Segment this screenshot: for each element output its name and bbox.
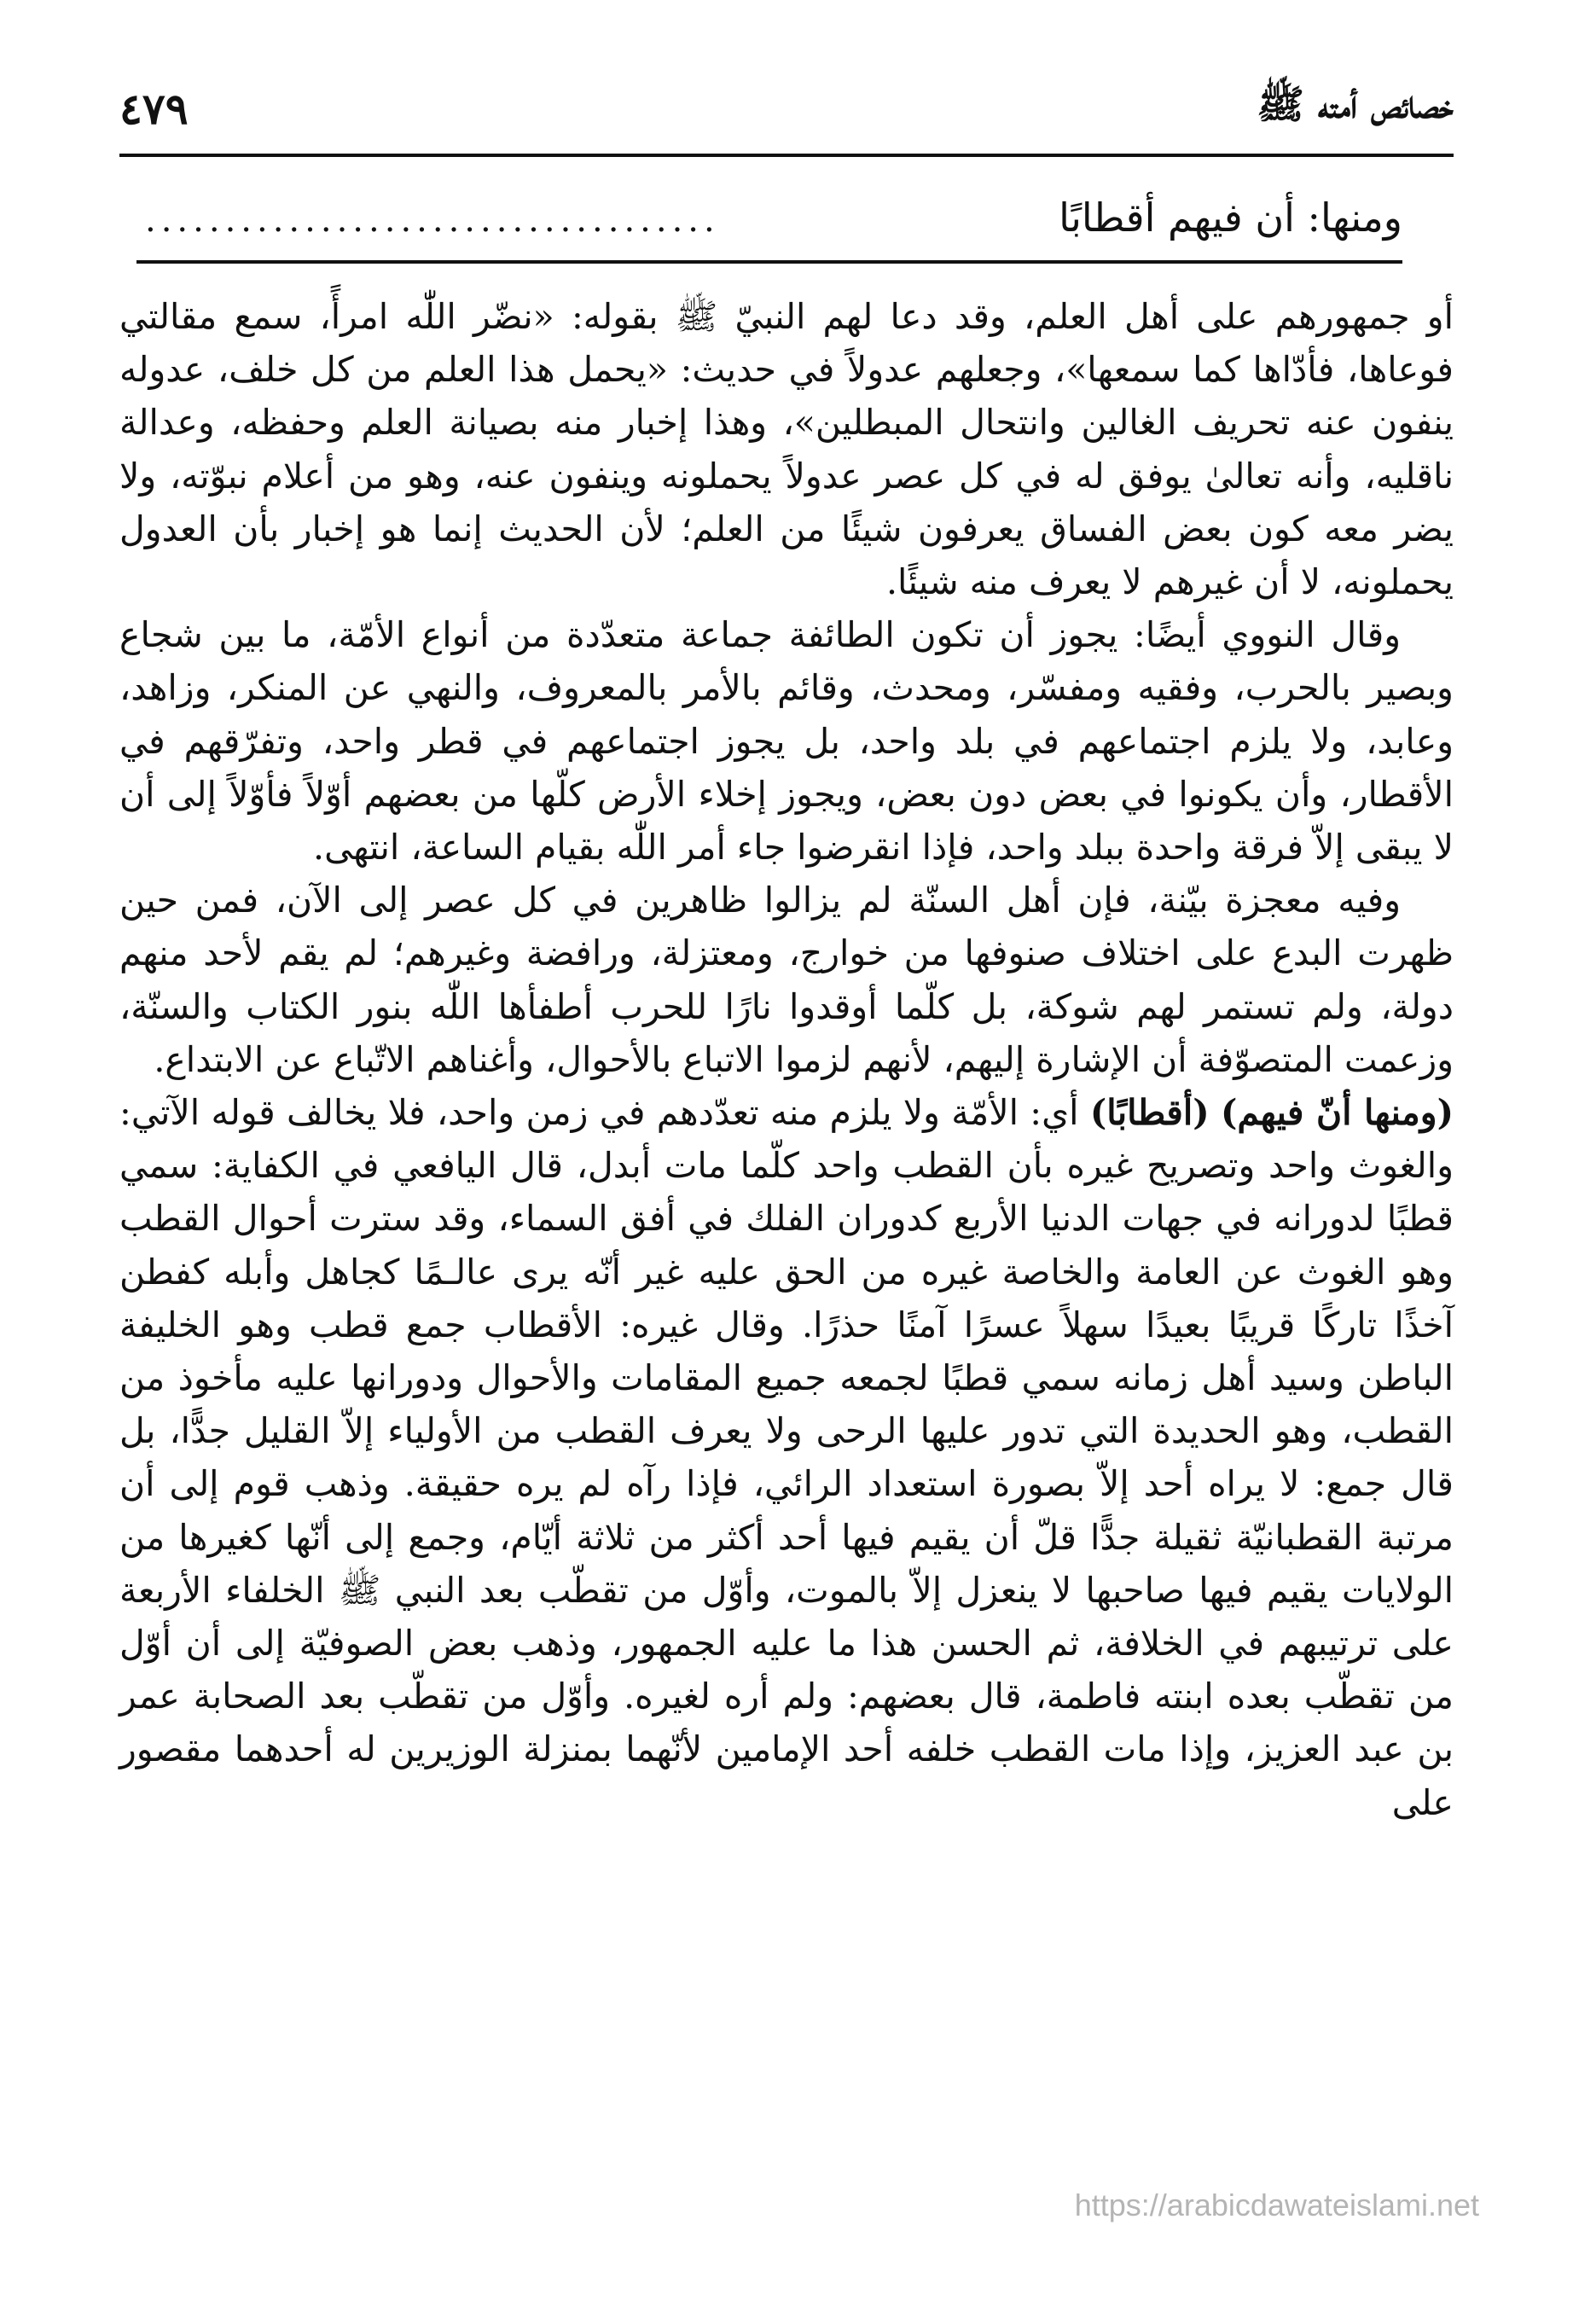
bold-term: (أقطابًا) — [1089, 1092, 1210, 1134]
section-rule — [136, 260, 1402, 264]
paragraph: وفيه معجزة بيّنة، فإن أهل السنّة لم يزالوا ظاهرين في كل عصر إلى الآن، فمن حين ظهرت البدع على اختلاف صنوفها من خوارج، ومعتزلة، ورافضة وغيرهم؛ لم يقم لأحد منهم دولة، ولم تستمر لهم شوكة، بل كلّما أوقدوا نارًا للحرب أطفأها اللّٰه بنور الكتاب والسنّة، وزعمت المتصوّفة أن الإشارة إليهم، لأنهم لزموا الاتباع بالأحوال، وأغناهم الاتّباع عن الابتداع. — [119, 880, 1454, 1080]
paragraph: أو جمهورهم على أهل العلم، وقد دعا لهم النبيّ ﷺ بقوله: «نضّر اللّٰه امرأً، سمع مقالتي فوعاها، فأدّاها كما سمعها»، وجعلهم عدولاً في حديث: «يحمل هذا العلم من كل خلف، عدوله ينفون عنه تحريف الغالين وانتحال المبطلين»، وهذا إخبار منه بصيانة العلم وحفظه، وعدالة ناقليه، وأنه تعالىٰ يوفق له في كل عصر عدولاً يحملونه وينفون عنه، وهو من أعلام نبوّته، ولا يضر معه كون بعض الفساق يعرفون شيئًا من العلم؛ لأن الحديث إنما هو إخبار بأن العدول يحملونه، لا أن غيرهم لا يعرف منه شيئًا. — [119, 296, 1454, 603]
paragraph-text: أي: الأمّة ولا يلزم منه تعدّدهم في زمن واحد، فلا يخالف قوله الآتي: والغوث واحد وتصريح غيره بأن القطب واحد كلّما مات أبدل، قال اليافعي في الكفاية: سمي قطبًا لدورانه في جهات الدنيا الأربع كدوران الفلك في أفق السماء، وقد سترت أحوال القطب وهو الغوث عن العامة والخاصة غيره من الحق عليه غير أنّه يرى عالـمًا كجاهل وأبله كفطن آخذًا تاركًا قريبًا بعيدًا سهلاً عسرًا آمنًا حذرًا. وقال غيره: الأقطاب جمع قطب وهو الخليفة الباطن وسيد أهل زمانه سمي قطبًا لجمعه جميع المقامات والأحوال ودورانها عليه مأخوذ من القطب، وهو الحديدة التي تدور عليها الرحى ولا يعرف القطب من الأولياء إلاّ القليل جدًّا، بل قال جمع: لا يراه أحد إلاّ بصورة استعداد الرائي، فإذا رآه لم يره حقيقة. وذهب قوم إلى أن مرتبة القطبانيّة ثقيلة جدًّا قلّ أن يقيم فيها أحد أكثر من ثلاثة أيّام، وجمع إلى أنّها كغيرها من الولايات يقيم فيها صاحبها لا ينعزل إلاّ بالموت، وأوّل من تقطّب بعد النبي ﷺ الخلفاء الأربعة على ترتيبهم في الخلافة، ثم الحسن هذا ما عليه الجمهور، وذهب بعض الصوفيّة إلى أن أوّل من تقطّب بعده ابنته فاطمة، قال بعضهم: ولم أره لغيره. وأوّل من تقطّب بعد الصحابة عمر بن عبد العزيز، وإذا مات القطب خلفه أحد الإمامين لأنّهما بمنزلة الوزيرين له أحدهما مقصور على — [119, 1092, 1454, 1823]
section-heading: ومنها: أن فيهم أقطابًا — [1059, 195, 1402, 241]
running-header — [119, 78, 1454, 138]
section-leader-dots: .................................... — [145, 200, 720, 240]
header-rule — [119, 154, 1454, 157]
bold-term: (ومنها أنّ فيهم) — [1220, 1092, 1454, 1134]
watermark-url: https://arabicdawateislami.net — [1074, 2187, 1479, 2222]
paragraph: وقال النووي أيضًا: يجوز أن تكون الطائفة جماعة متعدّدة من أنواع الأمّة، ما بين شجاع وبصير بالحرب، وفقيه ومفسّر، ومحدث، وقائم بالأمر بالمعروف، والنهي عن المنكر، وزاهد، وعابد، ولا يلزم اجتماعهم في بلد واحد، بل يجوز اجتماعهم في قطر واحد، وتفرّقهم في الأقطار، وأن يكونوا في بعض دون بعض، ويجوز إخلاء الأرض كلّها من بعضهم أوّلاً فأوّلاً إلى أن لا يبقى إلاّ فرقة واحدة ببلد واحد، فإذا انقرضوا جاء أمر اللّٰه بقيام الساعة، انتهى. — [119, 614, 1454, 869]
body-text — [119, 290, 1454, 1829]
section-title-line — [145, 195, 1402, 249]
page-number: ٤٧٩ — [119, 83, 189, 134]
running-title: خصائص أمته ﷺ — [1257, 80, 1454, 127]
paragraph — [119, 1086, 1454, 1829]
